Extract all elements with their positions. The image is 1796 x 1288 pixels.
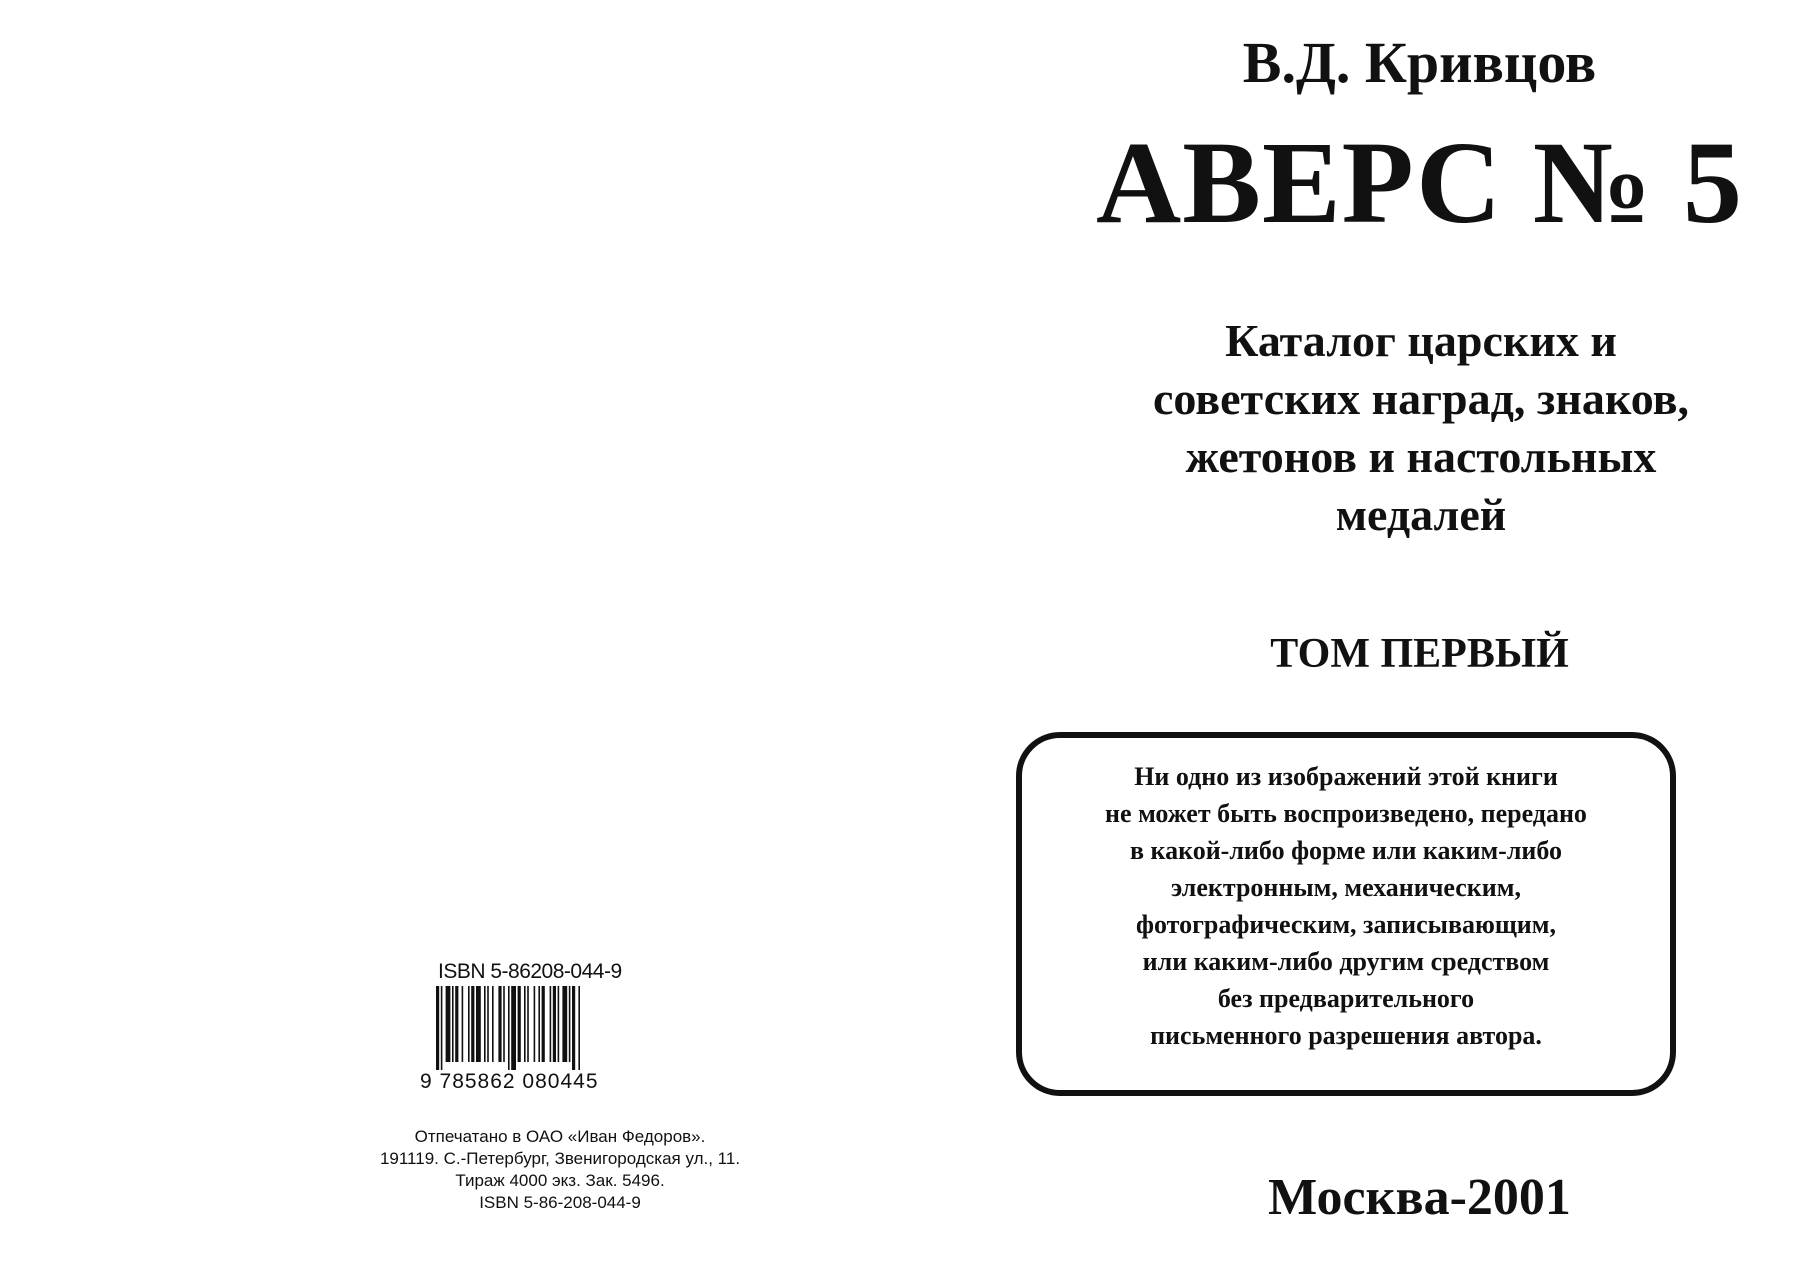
barcode-bar — [484, 986, 486, 1062]
barcode-bar — [446, 986, 451, 1062]
publication-city-year: Москва-2001 — [1268, 1169, 1571, 1226]
barcode-isbn-label: ISBN 5-86208-044-9 — [438, 960, 622, 983]
copyright-notice-text — [1022, 758, 1670, 1054]
barcode-bar — [441, 986, 443, 1070]
barcode-bar — [452, 986, 454, 1062]
barcode-bar — [527, 986, 529, 1062]
barcode-bar — [558, 986, 560, 1062]
barcode-bar — [578, 986, 580, 1070]
barcode-bar — [524, 986, 526, 1062]
barcode-bar — [468, 986, 470, 1062]
barcode-bar — [487, 986, 489, 1062]
barcode-bar — [498, 986, 501, 1062]
notice-line: электронным, механическим, — [1171, 873, 1521, 902]
book-subtitle — [898, 312, 1796, 544]
barcode-bar — [503, 986, 505, 1062]
imprint-line: ISBN 5-86-208-044-9 — [479, 1193, 641, 1212]
notice-line: Ни одно из изображений этой книги — [1134, 762, 1558, 791]
barcode-bar — [518, 986, 521, 1062]
subtitle-line: советских наград, знаков, — [1153, 373, 1689, 424]
imprint-line: Отпечатано в ОАО «Иван Федоров». — [414, 1127, 706, 1146]
barcode-bar — [538, 986, 540, 1062]
barcode-bar — [553, 986, 556, 1062]
barcode-bar — [476, 986, 481, 1062]
barcode-bar — [471, 986, 474, 1062]
notice-line: без предварительного — [1217, 984, 1475, 1013]
barcode-digits: 9 785862 080445 — [420, 1070, 599, 1093]
barcode-bar — [562, 986, 567, 1062]
barcode-bar — [569, 986, 571, 1062]
barcode-bar — [508, 986, 510, 1070]
barcode-bar — [455, 986, 458, 1062]
author-name: В.Д. Кривцов — [1242, 30, 1597, 95]
isbn-barcode — [420, 960, 640, 1096]
copyright-notice-box — [1016, 732, 1676, 1096]
subtitle-line: Каталог царских и — [1225, 315, 1617, 366]
notice-line: в какой-либо форме или каким-либо — [1129, 836, 1563, 865]
barcode-bar — [550, 986, 552, 1062]
notice-line: фотографическим, записывающим, — [1136, 910, 1556, 939]
barcode-bar — [492, 986, 494, 1062]
right-page — [898, 0, 1796, 1288]
notice-line: письменного разрешения автора. — [1150, 1021, 1542, 1050]
imprint-line: Тираж 4000 экз. Зак. 5496. — [455, 1171, 665, 1190]
barcode-bar — [462, 986, 464, 1062]
subtitle-line: жетонов и настольных — [1185, 431, 1657, 482]
subtitle-line: медалей — [1335, 489, 1507, 540]
barcode-bar — [542, 986, 545, 1062]
barcode-bar — [511, 986, 516, 1070]
printing-imprint — [280, 1126, 840, 1214]
notice-line: или каким-либо другим средством — [1142, 947, 1550, 976]
barcode-bar — [436, 986, 439, 1070]
barcode-bars — [436, 986, 636, 1070]
book-title: АВЕРС № 5 — [1096, 117, 1743, 248]
imprint-line: 191119. С.-Петербург, Звенигородская ул., 11. — [379, 1149, 741, 1168]
notice-line: не может быть воспроизведено, передано — [1105, 799, 1587, 828]
barcode-bar — [572, 986, 575, 1070]
barcode-bar — [534, 986, 536, 1062]
volume-label: ТОМ ПЕРВЫЙ — [1270, 631, 1569, 677]
